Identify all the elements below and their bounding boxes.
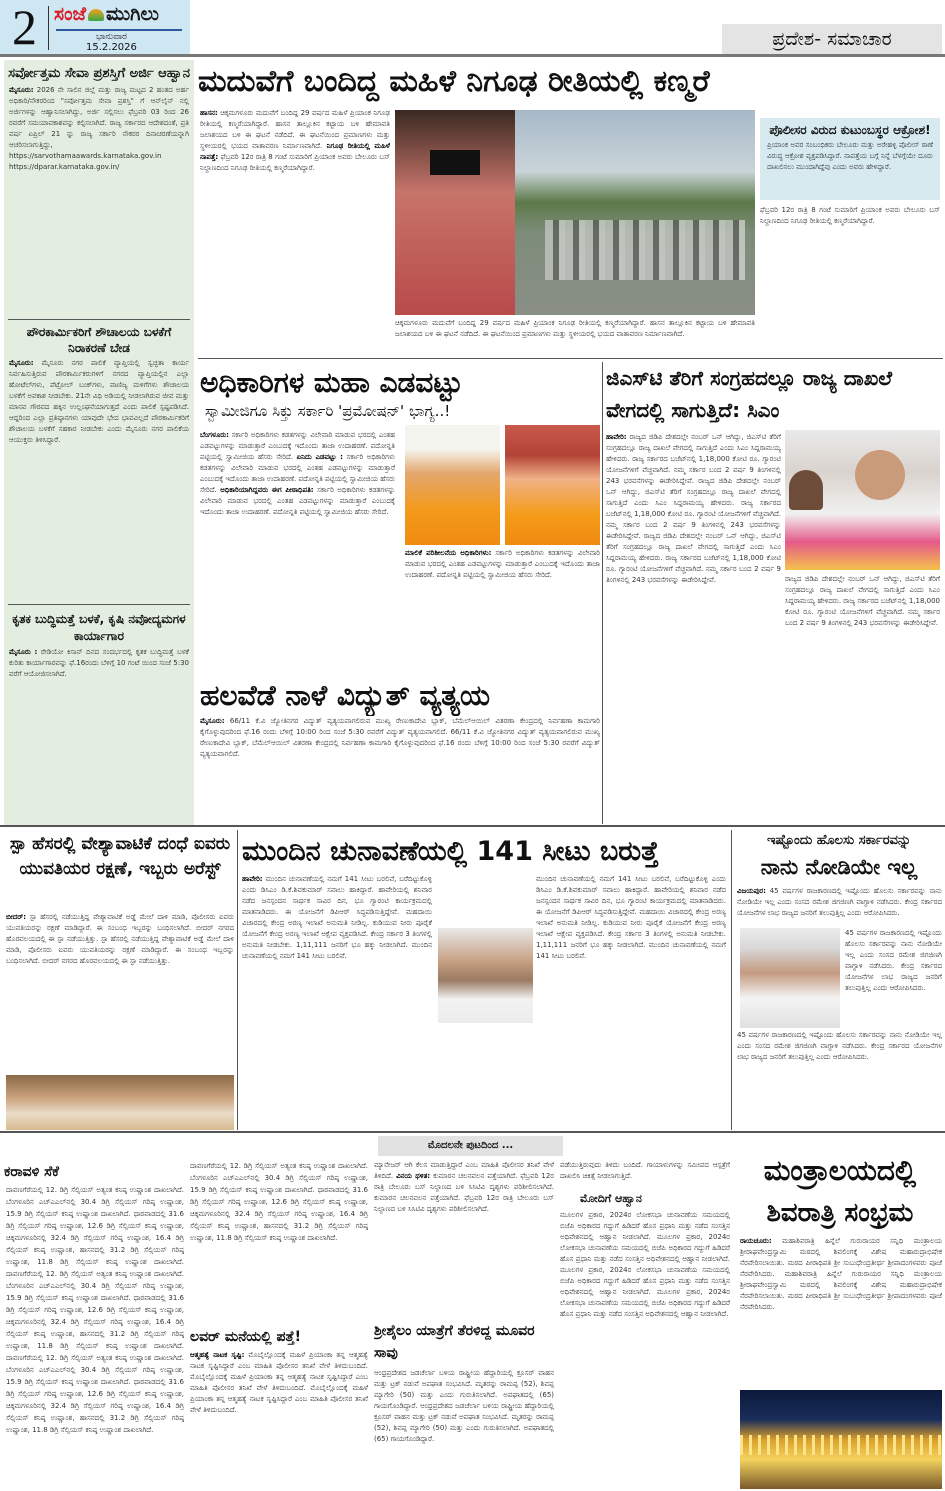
shivaratri-text2: ಮಹಾಶಿವರಾತ್ರಿ ಹಿನ್ನೆಲೆ ಗುರುರಾಯರ ಸನ್ನಿಧಿ ಮಂತ್ರಾಲಯ ಶ್ರೀರಾಘವೇಂದ್ರಸ್ವಾಮಿ ಮಠದಲ್ಲಿ ಶಿವಲಿಂಗಕ್ಕೆ ವಿಶೇಷ ಮಹಾರುದ್ರಾಭಿಷೇಕ ನೆರವೇರಿಸಲಾಯಿತು. ಮಠದ ಪೀಠಾಧಿಪತಿ ಶ್ರೀ ಸುಬುಧೇಂದ್ರತೀರ್ಥ ಶ್ರೀಪಾದಂಗಳವರು ಪೂಜೆ ನೆರವೇರಿಸಿದರು.	[740, 1270, 942, 1311]
swamiji-photo-2	[505, 425, 600, 545]
cm-face	[855, 450, 905, 500]
lover-text: ಮೊಬೈಲ್ಲೊಂದಕ್ಕೆ ಮಹಿಳೆ ಪ್ರಿಯಾಂಕಾ ತನ್ನ ಆತ್ಮಹತ್ಯೆ ನಾಟಕ ಸೃಷ್ಟಿಸಿದ್ದಾರೆ ಎಂಬ ಮಾಹಿತಿ ಪೊಲೀಸರ ತನಿಖೆ ವೇಳೆ ತಿಳಿದುಬಂದಿದೆ.	[190, 1351, 368, 1370]
srisailam-headline: ಶ್ರೀಶೈಲಂ ಯಾತ್ರೆಗೆ ತೆರಳಿದ್ದ ಮೂವರ ಸಾವು	[374, 1323, 535, 1361]
bride-continuation	[395, 318, 755, 356]
palm-sun-icon	[88, 9, 104, 21]
invite-body: ಪಡೆಯುತ್ತಿರುವುದು ತಿಳಿದು ಬಂದಿದೆ. ಗಾಯಾಳುಗಳನ್ನು ಸಮೀಪದ ಆಸ್ಪತ್ರೆಗೆ ದಾಖಲಿಸಿ ಚಿಕಿತ್ಸೆ ನೀಡಲಾಗುತ್ತಿದೆ.	[560, 1161, 730, 1180]
raid-text: ಸ್ಪಾ ಹೆಸರಲ್ಲಿ ನಡೆಯುತ್ತಿದ್ದ ವೇಶ್ಯಾವಾಟಿಕೆ ಅಡ್ಡೆ ಮೇಲೆ ದಾಳಿ ಮಾಡಿ, ಪೊಲೀಸರು ಐವರು ಯುವತಿಯರನ್ನು ರಕ್ಷಣೆ ಮಾಡಿದ್ದಾರೆ. ಈ ಸಂಬಂಧ ಇಬ್ಬರನ್ನು ಬಂಧಿಸಲಾಗಿದೆ. ಬೀದರ್ ನಗರದ ಹೊರವಲಯದಲ್ಲಿ ಈ ಸ್ಪಾ ನಡೆಯುತ್ತಿತ್ತು.	[6, 913, 234, 943]
award-body	[4, 85, 194, 317]
award-dateline: ಮೈಸೂರು:	[9, 86, 34, 94]
bride-text2: ಫೆಬ್ರವರಿ 12ರ ರಾತ್ರಿ 8 ಗಂಟೆ ಸುಮಾರಿಗೆ ಪ್ರಿಯಾಂಕ ಅವರು ಬೇಲೂರು ಬಸ್ ನಿಲ್ದಾಣದಿಂದ ನಿಗೂಢ ರೀತಿಯಲ್ಲಿ ಕಣ್ಮರೆಯಾಗಿದ್ದಾರೆ.	[200, 153, 390, 172]
invite-body2	[560, 1210, 730, 1489]
logo-part2: ಮುಗಿಲು	[106, 3, 159, 25]
srisailam-body	[374, 1368, 554, 1489]
power-dateline: ಮೈಸೂರು:	[200, 717, 225, 725]
never-seen-text: 45 ವರ್ಷಗಳ ರಾಜಕಾರಣದಲ್ಲಿ ಇಷ್ಟೊಂದು ಹೊಲಸು ಸರ್ಕಾರವನ್ನು ನಾನು ನೋಡಿಯೇ ಇಲ್ಲ ಎಂದು ಸಂಸದ ರಮೇಶ ಜಿಗಜಿಣಗಿ ವಾಗ್ದಾಳಿ ನಡೆಸಿದರು. ಕೇಂದ್ರ ಸರ್ಕಾರದ ಯೋಜನೆಗಳ ಲಾಭ ರಾಜ್ಯದ ಜನರಿಗೆ ತಲುಪುತ್ತಿಲ್ಲ ಎಂದು ಆರೋಪಿಸಿದರು.	[737, 887, 942, 917]
divider	[237, 830, 238, 1130]
never-seen-headline-2: ನಾನು ನೋಡಿಯೇ ಇಲ್ಲ	[760, 855, 918, 879]
masthead	[0, 0, 190, 54]
shivaratri-headline-1: ಮಂತ್ರಾಲಯದಲ್ಲಿ	[763, 1154, 917, 1187]
guard-figure	[789, 470, 823, 510]
power-text: 66/11 ಕೆ.ವಿ ಜ್ಯೋತಿನಗರ ವಿದ್ಯುತ್ ವ್ಯತ್ಯಯವಾಗಲಿರುವ ಮುಖ್ಯ ರೇಣುಕಾದೇವಿ ಬ್ಲಾಕ್, ಬೆಮೆಲ್‌ಆಯಿಲ್ ವಿತರಣಾ ಕೇಂದ್ರದಲ್ಲಿ ನಿರ್ವಹಣಾ ಕಾಮಗಾರಿ ಕೈಗೊಳ್ಳುವುದರಿಂದ ಫೆ.16 ರಂದು ಬೆಳಿಗ್ಗೆ 10:00 ರಿಂದ ಸಂಜೆ 5:30 ರವರೆಗೆ ವಿದ್ಯುತ್ ವ್ಯತ್ಯಯವಾಗಲಿದೆ.	[200, 717, 600, 736]
shivaratri-headline-2: ಶಿವರಾತ್ರಿ ಸಂಭ್ರಮ	[766, 1198, 914, 1228]
lover-subhead: ಆತ್ಮಹತ್ಯೆ ನಾಟಕ ಸೃಷ್ಟಿ:	[190, 1351, 245, 1359]
never-seen-headline-1: ಇಷ್ಟೊಂದು ಹೊಲಸು ಸರ್ಕಾರವನ್ನು	[766, 833, 912, 848]
jigajinagi-photo	[740, 928, 840, 1028]
gst-text2: ರಾಜ್ಯದ ಜಿಡಿಪಿ ದೇಶದಲ್ಲೇ ನಂಬರ್ ಒನ್ ಆಗಿದ್ದು, ಜಿಎಸ್‌ಟಿ ತೆರಿಗೆ ಸಂಗ್ರಹದಲ್ಲೂ ರಾಜ್ಯ ದಾಖಲೆ ವೇಗದಲ್ಲಿ ಸಾಗುತ್ತಿದೆ ಎಂದು ಸಿಎಂ ಸಿದ್ದರಾಮಯ್ಯ ಹೇಳಿದರು. ರಾಜ್ಯ ಸರ್ಕಾರದ ಬಜೆಟ್‌ನಲ್ಲಿ 1,18,000 ಕೋಟಿ ರೂ. ಗ್ಯಾರಂಟಿ ಯೋಜನೆಗಳಿಗೆ ವೆಚ್ಚವಾಗಿದೆ. ನಮ್ಮ ಸರ್ಕಾರ ಬಂದ 2 ವರ್ಷ 9 ತಿಂಗಳಿನಲ್ಲಿ 243 ಭರವಸೆಗಳನ್ನು ಈಡೇರಿಸಿದ್ದೇವೆ.	[606, 477, 781, 540]
bride-text: ಚಿಕ್ಕಮಗಳೂರು ಮದುವೆಗೆ ಬಂದಿದ್ದ 29 ವರ್ಷದ ಮಹಿಳೆ ಪ್ರಿಯಾಂಕ ನಿಗೂಢ ರೀತಿಯಲ್ಲಿ ಕಣ್ಮರೆಯಾಗಿದ್ದಾರೆ. ಹಾಸನ ತಾಲ್ಲೂಕಿನ ಕಟ್ಟಾಯ ಬಳಿ ಹೇಮಾವತಿ ಜಲಾಶಯದ ಬಳಿ ಈ ಘಟನೆ ನಡೆದಿದೆ. ಈ ಘಟನೆಯಿಂದ ಪ್ರಮಾಣಗಳು ಮತ್ತು ಸ್ಥಳೀಯರಲ್ಲಿ ಭಯದ ವಾತಾವರಣ ನಿರ್ಮಾಣವಾಗಿದೆ.	[200, 109, 390, 150]
agri-dateline: ಮೈಸೂರು :	[9, 648, 38, 656]
gst-text: ರಾಜ್ಯದ ಜಿಡಿಪಿ ದೇಶದಲ್ಲೇ ನಂಬರ್ ಒನ್ ಆಗಿದ್ದು, ಜಿಎಸ್‌ಟಿ ತೆರಿಗೆ ಸಂಗ್ರಹದಲ್ಲೂ ರಾಜ್ಯ ದಾಖಲೆ ವೇಗದಲ್ಲಿ ಸಾಗುತ್ತಿದೆ ಎಂದು ಸಿಎಂ ಸಿದ್ದರಾಮಯ್ಯ ಹೇಳಿದರು. ರಾಜ್ಯ ಸರ್ಕಾರದ ಬಜೆಟ್‌ನಲ್ಲಿ 1,18,000 ಕೋಟಿ ರೂ. ಗ್ಯಾರಂಟಿ ಯೋಜನೆಗಳಿಗೆ ವೆಚ್ಚವಾಗಿದೆ. ನಮ್ಮ ಸರ್ಕಾರ ಬಂದ 2 ವರ್ಷ 9 ತಿಂಗಳಿನಲ್ಲಿ 243 ಭರವಸೆಗಳನ್ನು ಈಡೇರಿಸಿದ್ದೇವೆ.	[606, 433, 781, 485]
coast-col2-text: ದಾವಣಗೆರೆಯಲ್ಲಿ 12. ಡಿಗ್ರಿ ಸೆಲ್ಸಿಯಸ್ ಅತ್ಯಂತ ಕನಿಷ್ಠ ಉಷ್ಣಾಂಶ ದಾಖಲಾಗಿದೆ. ಬೆಂಗಳೂರಿನ ಎಚ್‌ಎಎಲ್‌ನಲ್ಲಿ 30.4 ಡಿಗ್ರಿ ಸೆಲ್ಸಿಯಸ್ ಗರಿಷ್ಠ ಉಷ್ಣಾಂಶ, 15.9 ಡಿಗ್ರಿ ಸೆಲ್ಸಿಯಸ್ ಕನಿಷ್ಠ ಉಷ್ಣಾಂಶ ದಾಖಲಾಗಿದೆ. ಧಾರವಾಡದಲ್ಲಿ 31.6 ಡಿಗ್ರಿ ಸೆಲ್ಸಿಯಸ್ ಗರಿಷ್ಠ ಉಷ್ಣಾಂಶ, 12.6 ಡಿಗ್ರಿ ಸೆಲ್ಸಿಯಸ್ ಕನಿಷ್ಠ ಉಷ್ಣಾಂಶ, ಚಿಕ್ಕಮಗಳೂರಿನಲ್ಲಿ 32.4 ಡಿಗ್ರಿ ಸೆಲ್ಸಿಯಸ್ ಗರಿಷ್ಠ ಉಷ್ಣಾಂಶ, 16.4 ಡಿಗ್ರಿ ಸೆಲ್ಸಿಯಸ್ ಕನಿಷ್ಠ ಉಷ್ಣಾಂಶ, ಹಾಸನದಲ್ಲಿ 31.2 ಡಿಗ್ರಿ ಸೆಲ್ಸಿಯಸ್ ಗರಿಷ್ಠ ಉಷ್ಣಾಂಶ, 11.8 ಡಿಗ್ರಿ ಸೆಲ್ಸಿಯಸ್ ಕನಿಷ್ಠ ಉಷ್ಣಾಂಶ ದಾಖಲಾಗಿದೆ.	[190, 1162, 368, 1242]
officials-body	[200, 430, 395, 675]
raid-headline: ಸ್ಪಾ ಹೆಸರಲ್ಲಿ ವೇಶ್ಯಾವಾಟಿಕೆ ದಂಧೆ ಐವರು ಯುವತಿಯರ ರಕ್ಷಣೆ, ಇಬ್ಬರು ಅರೆಸ್ಟ್	[9, 834, 231, 879]
officials-text: ಸರ್ಕಾರಿ ಅಧಿಕಾರಿಗಳು ಕಡತಗಳನ್ನು ವಿಲೇವಾರಿ ಮಾಡುವ ಭರದಲ್ಲಿ ಎಂತಹ ಎಡವಟ್ಟುಗಳನ್ನು ಮಾಡುತ್ತಾರೆ ಎಂಬುದಕ್ಕೆ ಇದೊಂದು ತಾಜಾ ಉದಾಹರಣೆ. ಪದೋನ್ನತಿ ಪಟ್ಟಿಯಲ್ಲಿ ಸ್ವಾಮೀಜಿಯ ಹೆಸರು ಸೇರಿದೆ.	[200, 431, 395, 461]
election-dateline: ಹಾವೇರಿ:	[242, 875, 263, 883]
officials-col2	[405, 548, 600, 673]
invite-text4: ಮೂಲಗಳ ಪ್ರಕಾರ, 2024ರ ಲೋಕಸಭಾ ಚುನಾವಣೆಯ ಸಮಯದಲ್ಲಿ ಬಿಜೆಪಿ ಅಧಿಕಾರದ ಗದ್ದುಗೆ ಹಿಡಿದರೆ ಹೊಸ ಪ್ರಧಾನಿ ಮತ್ತು ನಡೆದ ಸಂಸತ್ತಿನ ಅಧಿವೇಶನದಲ್ಲಿ ಆಹ್ವಾನ ನೀಡಲಾಗಿದೆ.	[560, 1288, 730, 1318]
never-seen-more: 45 ವರ್ಷಗಳ ರಾಜಕಾರಣದಲ್ಲಿ ಇಷ್ಟೊಂದು ಹೊಲಸು ಸರ್ಕಾರವನ್ನು ನಾನು ನೋಡಿಯೇ ಇಲ್ಲ ಎಂದು ಸಂಸದ ರಮೇಶ ಜಿಗಜಿಣಗಿ ವಾಗ್ದಾಳಿ ನಡೆಸಿದರು. ಕೇಂದ್ರ ಸರ್ಕಾರದ ಯೋಜನೆಗಳ ಲಾಭ ರಾಜ್ಯದ ಜನರಿಗೆ ತಲುಪುತ್ತಿಲ್ಲ ಎಂದು ಆರೋಪಿಸಿದರು.	[737, 1031, 942, 1061]
dk-photo	[438, 928, 533, 1023]
award-text: 2026 ನೇ ಸಾಲಿನ ಜಿಲ್ಲೆ ಮತ್ತು ರಾಜ್ಯ ಮಟ್ಟದ 2 ಹಂತದ ಅರ್ಹ ಅಧಿಕಾರಿ/ನೌಕರರಿಂದ "ಸರ್ವೋತ್ತಮ ಸೇವಾ ಪ್ರಶಸ್ತಿ" ಗೆ ಆನ್‌ಲೈನ್ ನಲ್ಲಿ ಅರ್ಜಿಗಳನ್ನು ಆಹ್ವಾನಿಸಲಾಗಿದ್ದು, ಅರ್ಜಿ ಸಲ್ಲಿಸಲು ಫೆಬ್ರವರಿ 03 ರಿಂದ 26 ರವರೆಗೆ ಸಮಯಾವಕಾಶವನ್ನು ಕಲ್ಪಿಸಲಾಗಿದೆ. ರಾಜ್ಯ ಸರ್ಕಾರದ ಆದೇಶದಂತೆ, ಪ್ರತಿ ವರ್ಷ ಏಪ್ರಿಲ್ 21 ನ್ನು ರಾಜ್ಯ ಸರ್ಕಾರಿ ನೌಕರರ ದಿನಾಚರಣೆಯನ್ನಾಗಿ ಆಚರಿಸಲಾಗುತ್ತಿದ್ದು,	[9, 86, 189, 149]
shivaratri-text: ಮಹಾಶಿವರಾತ್ರಿ ಹಿನ್ನೆಲೆ ಗುರುರಾಯರ ಸನ್ನಿಧಿ ಮಂತ್ರಾಲಯ ಶ್ರೀರಾಘವೇಂದ್ರಸ್ವಾಮಿ ಮಠದಲ್ಲಿ ಶಿವಲಿಂಗಕ್ಕೆ ವಿಶೇಷ ಮಹಾರುದ್ರಾಭಿಷೇಕ ನೆರವೇರಿಸಲಾಯಿತು. ಮಠದ ಪೀಠಾಧಿಪತಿ ಶ್ರೀ ಸುಬುಧೇಂದ್ರತೀರ್ಥ ಶ್ರೀಪಾದಂಗಳವರು ಪೂಜೆ ನೆರವೇರಿಸಿದರು.	[740, 1237, 942, 1278]
gst-col2: ರಾಜ್ಯದ ಜಿಡಿಪಿ ದೇಶದಲ್ಲೇ ನಂಬರ್ ಒನ್ ಆಗಿದ್ದು, ಜಿಎಸ್‌ಟಿ ತೆರಿಗೆ ಸಂಗ್ರಹದಲ್ಲೂ ರಾಜ್ಯ ದಾಖಲೆ ವೇಗದಲ್ಲಿ ಸಾಗುತ್ತಿದೆ ಎಂದು ಸಿಎಂ ಸಿದ್ದರಾಮಯ್ಯ ಹೇಳಿದರು. ರಾಜ್ಯ ಸರ್ಕಾರದ ಬಜೆಟ್‌ನಲ್ಲಿ 1,18,000 ಕೋಟಿ ರೂ. ಗ್ಯಾರಂಟಿ ಯೋಜನೆಗಳಿಗೆ ವೆಚ್ಚವಾಗಿದೆ. ನಮ್ಮ ಸರ್ಕಾರ ಬಂದ 2 ವರ್ಷ 9 ತಿಂಗಳಿನಲ್ಲಿ 243 ಭರವಸೆಗಳನ್ನು ಈಡೇರಿಸಿದ್ದೇವೆ.	[785, 575, 940, 627]
bride-subhead: ನಿಗೂಢ ರೀತಿಯಲ್ಲಿ ಮಹಿಳೆ ನಾಪತ್ತೆ:	[200, 142, 390, 161]
bride-headline: ಮದುವೆಗೆ ಬಂದಿದ್ದ ಮಹಿಳೆ ನಿಗೂಢ ರೀತಿಯಲ್ಲಿ ಕಣ್ಮರೆ	[198, 64, 710, 99]
spa-photo	[6, 1075, 234, 1130]
officials-dateline: ಬೆಂಗಳೂರು:	[200, 431, 229, 439]
issue-day: ಭಾನುವಾರ	[96, 32, 127, 42]
award-headline: ಸರ್ವೋತ್ತಮ ಸೇವಾ ಪ್ರಶಸ್ತಿಗೆ ಅರ್ಜಿ ಆಹ್ವಾನ	[8, 66, 190, 81]
shivaratri-dateline: ರಾಯಚೂರು:	[740, 1237, 772, 1245]
page-number: 2	[12, 0, 37, 54]
invite-subhead: ಮೋದಿಗೆ ಆಹ್ವಾನ	[580, 1192, 642, 1205]
continued2-text2: ಕುಮಾರನ ಚಲನವಲನ ಪತ್ತೆಯಾಗಿದೆ. ಫೆಬ್ರವರಿ 12ರ ರಾತ್ರಿ ಬೇಲೂರು ಬಸ್ ನಿಲ್ದಾಣದ ಬಳಿ ಸಿಸಿಟಿವಿ ದೃಶ್ಯಗಳು ಪರಿಶೀಲಿಸಲಾಗಿದೆ.	[374, 1172, 554, 1191]
lover-body	[190, 1350, 368, 1489]
election-body	[242, 874, 432, 1129]
continued2-text: ಮ್ಯಾನೇಜರ್ ಆಗಿ ಕೆಲಸ ಮಾಡುತ್ತಿದ್ದಾರೆ ಎಂಬ ಮಾಹಿತಿ ಪೊಲೀಸರ ತನಿಖೆ ವೇಳೆ ತಿಳಿದಿದೆ.	[374, 1161, 554, 1180]
invite-text3: ಮೂಲಗಳ ಪ್ರಕಾರ, 2024ರ ಲೋಕಸಭಾ ಚುನಾವಣೆಯ ಸಮಯದಲ್ಲಿ ಬಿಜೆಪಿ ಅಧಿಕಾರದ ಗದ್ದುಗೆ ಹಿಡಿದರೆ ಹೊಸ ಪ್ರಧಾನಿ ಮತ್ತು ನಡೆದ ಸಂಸತ್ತಿನ ಅಧಿವೇಶನದಲ್ಲಿ ಆಹ್ವಾನ ನೀಡಲಾಗಿದೆ.	[560, 1266, 730, 1296]
agri-headline: ಕೃತಕ ಬುದ್ಧಿಮತ್ತೆ ಬಳಕೆ, ಕೃಷಿ ನವೋದ್ಯಮಗಳ ಕಾರ್ಯಾಗಾರ	[12, 612, 186, 643]
bride-photo	[395, 110, 755, 315]
invite-text2: ಮೂಲಗಳ ಪ್ರಕಾರ, 2024ರ ಲೋಕಸಭಾ ಚುನಾವಣೆಯ ಸಮಯದಲ್ಲಿ ಬಿಜೆಪಿ ಅಧಿಕಾರದ ಗದ್ದುಗೆ ಹಿಡಿದರೆ ಹೊಸ ಪ್ರಧಾನಿ ಮತ್ತು ನಡೆದ ಸಂಸತ್ತಿನ ಅಧಿವೇಶನದಲ್ಲಿ ಆಹ್ವಾನ ನೀಡಲಾಗಿದೆ.	[560, 1233, 730, 1263]
coast-headline: ಕರಾವಳಿ ಸೆಕೆ	[4, 1164, 59, 1180]
continued-banner: ಮೊದಲನೇ ಪುಟದಿಂದ ...	[378, 1136, 563, 1156]
left-sidebar	[4, 60, 194, 825]
officials-subhead1: ಏನಿದು ಎಡವಟ್ಟು :	[296, 453, 343, 461]
continued2-subhead: ವಿನಯ ಥಳಿತ:	[396, 1172, 431, 1180]
lover-text3: ಮೊಬೈಲ್ಲೊಂದಕ್ಕೆ ಮಹಿಳೆ ಪ್ರಿಯಾಂಕಾ ತನ್ನ ಆತ್ಮಹತ್ಯೆ ನಾಟಕ ಸೃಷ್ಟಿಸಿದ್ದಾರೆ ಎಂಬ ಮಾಹಿತಿ ಪೊಲೀಸರ ತನಿಖೆ ವೇಳೆ ತಿಳಿದುಬಂದಿದೆ.	[190, 1384, 368, 1414]
divider	[731, 830, 732, 1130]
agri-body	[4, 647, 194, 797]
raid-body	[6, 912, 234, 1072]
officials-col2-text: ಸರ್ಕಾರಿ ಅಧಿಕಾರಿಗಳು ಕಡತಗಳನ್ನು ವಿಲೇವಾರಿ ಮಾಡುವ ಭರದಲ್ಲಿ ಎಂತಹ ಎಡವಟ್ಟುಗಳನ್ನು ಮಾಡುತ್ತಾರೆ ಎಂಬುದಕ್ಕೆ ಇದೊಂದು ತಾಜಾ ಉದಾಹರಣೆ. ಪದೋನ್ನತಿ ಪಟ್ಟಿಯಲ್ಲಿ ಸ್ವಾಮೀಜಿಯ ಹೆಸರು ಸೇರಿದೆ.	[405, 549, 600, 579]
agri-text: ರೇಡಿಯೋ ಕಿಸಾನ್ ದಿನದ ಸಂದರ್ಭದಲ್ಲಿ ಕೃತಕ ಬುದ್ಧಿಮತ್ತೆ ಬಳಕೆ ಕುರಿತು ಕಾರ್ಯಾಗಾರವನ್ನು ಫೆ.16ರಂದು ಬೆಳಿಗ್ಗೆ 10 ಗಂಟೆ ಯಿಂದ ಸಂಜೆ 5:30 ವರೆಗೆ ಆಯೋಜಿಸಲಾಗಿದೆ.	[9, 648, 189, 678]
blur-bar	[430, 150, 480, 175]
newspaper-logo	[54, 3, 159, 25]
workers-body	[4, 358, 194, 600]
raid-text2: ಸ್ಪಾ ಹೆಸರಲ್ಲಿ ನಡೆಯುತ್ತಿದ್ದ ವೇಶ್ಯಾವಾಟಿಕೆ ಅಡ್ಡೆ ಮೇಲೆ ದಾಳಿ ಮಾಡಿ, ಪೊಲೀಸರು ಐವರು ಯುವತಿಯರನ್ನು ರಕ್ಷಣೆ ಮಾಡಿದ್ದಾರೆ. ಈ ಸಂಬಂಧ ಇಬ್ಬರನ್ನು ಬಂಧಿಸಲಾಗಿದೆ. ಬೀದರ್ ನಗರದ ಹೊರವಲಯದಲ್ಲಿ ಈ ಸ್ಪಾ ನಡೆಯುತ್ತಿತ್ತು.	[6, 935, 234, 965]
officials-subheadline: ಸ್ವಾಮೀಜಿಗೂ ಸಿಕ್ತು ಸರ್ಕಾರಿ 'ಪ್ರಮೋಷನ್' ಭಾಗ್ಯ..!	[205, 402, 451, 420]
officials-text2: ಸರ್ಕಾರಿ ಅಧಿಕಾರಿಗಳು ಕಡತಗಳನ್ನು ವಿಲೇವಾರಿ ಮಾಡುವ ಭರದಲ್ಲಿ ಎಂತಹ ಎಡವಟ್ಟುಗಳನ್ನು ಮಾಡುತ್ತಾರೆ ಎಂಬುದಕ್ಕೆ ಇದೊಂದು ತಾಜಾ ಉದಾಹರಣೆ. ಪದೋನ್ನತಿ ಪಟ್ಟಿಯಲ್ಲಿ ಸ್ವಾಮೀಜಿಯ ಹೆಸರು ಸೇರಿದೆ.	[200, 453, 395, 494]
power-headline: ಹಲವೆಡೆ ನಾಳೆ ವಿದ್ಯುತ್ ವ್ಯತ್ಯಯ	[200, 679, 490, 712]
temple-lights	[740, 1435, 942, 1455]
issue-date: 15.2.2026	[86, 42, 137, 53]
police-body: ಪ್ರಿಯಾಂಕ ಅವರ ಸಂಬಂಧಿಕರು ಬೇಲೂರು ಮತ್ತು ಅರೇಹಳ್ಳಿ ಪೊಲೀಸ್ ಠಾಣೆ ವಿರುದ್ಧ ಆಕ್ರೋಶ ವ್ಯಕ್ತಪಡಿಸಿದ್ದಾರೆ. ನಾಪತ್ತೆಯ ಬಗ್ಗೆ ನಿನ್ನೆ ಬೆಳಗ್ಗೆಯೇ ದೂರು ದಾಖಲಿಸಲು ಮುಂದಾಗಿದ್ದೆವು ಎಂದು ಅವರು ಹೇಳಿದ್ದಾರೆ.	[767, 141, 933, 171]
divider	[0, 1131, 945, 1133]
coast-col2	[190, 1160, 368, 1325]
coast-text: ದಾವಣಗೆರೆಯಲ್ಲಿ 12. ಡಿಗ್ರಿ ಸೆಲ್ಸಿಯಸ್ ಅತ್ಯಂತ ಕನಿಷ್ಠ ಉಷ್ಣಾಂಶ ದಾಖಲಾಗಿದೆ. ಬೆಂಗಳೂರಿನ ಎಚ್‌ಎಎಲ್‌ನಲ್ಲಿ 30.4 ಡಿಗ್ರಿ ಸೆಲ್ಸಿಯಸ್ ಗರಿಷ್ಠ ಉಷ್ಣಾಂಶ, 15.9 ಡಿಗ್ರಿ ಸೆಲ್ಸಿಯಸ್ ಕನಿಷ್ಠ ಉಷ್ಣಾಂಶ ದಾಖಲಾಗಿದೆ. ಧಾರವಾಡದಲ್ಲಿ 31.6 ಡಿಗ್ರಿ ಸೆಲ್ಸಿಯಸ್ ಗರಿಷ್ಠ ಉಷ್ಣಾಂಶ, 12.6 ಡಿಗ್ರಿ ಸೆಲ್ಸಿಯಸ್ ಕನಿಷ್ಠ ಉಷ್ಣಾಂಶ, ಚಿಕ್ಕಮಗಳೂರಿನಲ್ಲಿ 32.4 ಡಿಗ್ರಿ ಸೆಲ್ಸಿಯಸ್ ಗರಿಷ್ಠ ಉಷ್ಣಾಂಶ, 16.4 ಡಿಗ್ರಿ ಸೆಲ್ಸಿಯಸ್ ಕನಿಷ್ಠ ಉಷ್ಣಾಂಶ, ಹಾಸನದಲ್ಲಿ 31.2 ಡಿಗ್ರಿ ಸೆಲ್ಸಿಯಸ್ ಗರಿಷ್ಠ ಉಷ್ಣಾಂಶ, 11.8 ಡಿಗ್ರಿ ಸೆಲ್ಸಿಯಸ್ ಕನಿಷ್ಠ ಉಷ್ಣಾಂಶ ದಾಖಲಾಗಿದೆ.	[6, 1186, 184, 1266]
bride-cont-text: ಚಿಕ್ಕಮಗಳೂರು ಮದುವೆಗೆ ಬಂದಿದ್ದ 29 ವರ್ಷದ ಮಹಿಳೆ ಪ್ರಿಯಾಂಕ ನಿಗೂಢ ರೀತಿಯಲ್ಲಿ ಕಣ್ಮರೆಯಾಗಿದ್ದಾರೆ. ಹಾಸನ ತಾಲ್ಲೂಕಿನ ಕಟ್ಟಾಯ ಬಳಿ ಹೇಮಾವತಿ ಜಲಾಶಯದ ಬಳಿ ಈ ಘಟನೆ ನಡೆದಿದೆ. ಈ ಘಟನೆಯಿಂದ ಪ್ರಮಾಣಗಳು ಮತ್ತು ಸ್ಥಳೀಯರಲ್ಲಿ ಭಯದ ವಾತಾವರಣ ನಿರ್ಮಾಣವಾಗಿದೆ.	[395, 319, 755, 338]
police-headline: ಪೊಲೀಸರ ವಿರುದ ಕುಟುಂಬಸ್ಥರ ಆಕ್ರೋಶ!	[769, 123, 931, 137]
officials-subhead2: ಅಧಿಕಾರಿಯಾಗಿದ್ದವರು ಈಗ ಪೀಠಾಧಿಪತಿ:	[220, 486, 314, 494]
workers-dateline: ಮೈಸೂರು:	[9, 359, 34, 367]
srisailam-text2: ಆಂಧ್ರಪ್ರದೇಶದ ಜಡಚೆರ್ಲಾ ಬಳಿಯ ರಾಷ್ಟ್ರೀಯ ಹೆದ್ದಾರಿಯಲ್ಲಿ ಕ್ರೂಸರ್ ವಾಹನ ಮತ್ತು ಟ್ರಕ್ ನಡುವೆ ಅಪಘಾತ ಸಂಭವಿಸಿದೆ. ಮೃತರನ್ನು ರಾಮಪ್ಪ (52), ಶಿವಪ್ಪ ಮ್ಯಾಗೇರಿ (50) ಮತ್ತು ಎಂದು ಗುರುತಿಸಲಾಗಿದೆ. ಅಪಘಾತದಲ್ಲಿ (65) ಗಾಯಗೊಂಡಿದ್ದಾರೆ.	[374, 1402, 554, 1443]
bride-body	[200, 108, 390, 356]
woman-portrait	[395, 110, 515, 315]
divider	[198, 358, 943, 359]
raid-dateline: ಬೀದರ್:	[6, 913, 27, 921]
never-seen-body	[737, 886, 942, 926]
swamiji-photos	[405, 425, 600, 545]
election-col2: ಮುಂದಿನ ಚುನಾವಣೆಯಲ್ಲಿ ನಮಗೆ 141 ಸೀಟು ಬರಲಿವೆ, ಬರೆದಿಟ್ಟುಕೊಳ್ಳಿ ಎಂದು ಡಿಸಿಎಂ ಡಿ.ಕೆ.ಶಿವಕುಮಾರ್ ಸವಾಲು ಹಾಕಿದ್ದಾರೆ. ಹಾವೇರಿಯಲ್ಲಿ ಶನಿವಾರ ನಡೆದ ಜನಸ್ಪಂದನ ಸಾರ್ಥಕ ಸಾವಿರ ದಿನ, ಭೂ ಗ್ಯಾರಂಟಿ ಕಾರ್ಯಕ್ರಮದಲ್ಲಿ ಮಾತನಾಡಿದರು. ಈ ಯೋಜನೆಗೆ ಡಿಪಿಆರ್ ಸಿದ್ಧಪಡಿಸುತ್ತಿದ್ದೇವೆ. ಮಹದಾಯಿ ವಿಚಾರದಲ್ಲಿ ಕೇಂದ್ರ ಅರಣ್ಯ ಇಲಾಖೆ ಅನುಮತಿ ನೀಡಿಲ್ಲ. ಕುಡಿಯುವ ನೀರು ಪೂರೈಕೆ ಯೋಜನೆಗೆ ಕೇಂದ್ರ ಅರಣ್ಯ ಇಲಾಖೆ ಆಕ್ಷೇಪ ವ್ಯಕ್ತಪಡಿಸಿದೆ. ಕೇಂದ್ರ ಸರ್ಕಾರ 3 ತಿಂಗಳಲ್ಲಿ ಅನುಮತಿ ನೀಡಬೇಕು. 1,11,111 ಜನರಿಗೆ ಭೂ ಹಕ್ಕು ನೀಡಲಾಗಿದೆ. ಮುಂದಿನ ಚುನಾವಣೆಯಲ್ಲಿ ನಮಗೆ 141 ಸೀಟು ಬರಲಿವೆ.	[536, 875, 726, 960]
srisailam-text: ಆಂಧ್ರಪ್ರದೇಶದ ಜಡಚೆರ್ಲಾ ಬಳಿಯ ರಾಷ್ಟ್ರೀಯ ಹೆದ್ದಾರಿಯಲ್ಲಿ ಕ್ರೂಸರ್ ವಾಹನ ಮತ್ತು ಟ್ರಕ್ ನಡುವೆ ಅಪಘಾತ ಸಂಭವಿಸಿದೆ. ಮೃತರನ್ನು ರಾಮಪ್ಪ (52), ಶಿವಪ್ಪ ಮ್ಯಾಗೇರಿ (50) ಮತ್ತು ಎಂದು ಗುರುತಿಸಲಾಗಿದೆ. ಅಪಘಾತದಲ್ಲಿ (65) ಗಾಯಗೊಂಡಿದ್ದಾರೆ.	[374, 1369, 554, 1410]
officials-text3: ಸರ್ಕಾರಿ ಅಧಿಕಾರಿಗಳು ಕಡತಗಳನ್ನು ವಿಲೇವಾರಿ ಮಾಡುವ ಭರದಲ್ಲಿ ಎಂತಹ ಎಡವಟ್ಟುಗಳನ್ನು ಮಾಡುತ್ತಾರೆ ಎಂಬುದಕ್ಕೆ ಇದೊಂದು ತಾಜಾ ಉದಾಹರಣೆ. ಪದೋನ್ನತಿ ಪಟ್ಟಿಯಲ್ಲಿ ಸ್ವಾಮೀಜಿಯ ಹೆಸರು ಸೇರಿದೆ.	[200, 486, 395, 516]
police-continuation: ಫೆಬ್ರವರಿ 12ರ ರಾತ್ರಿ 8 ಗಂಟೆ ಸುಮಾರಿಗೆ ಪ್ರಿಯಾಂಕ ಅವರು ಬೇಲೂರು ಬಸ್ ನಿಲ್ದಾಣದಿಂದ ನಿಗೂಢ ರೀತಿಯಲ್ಲಿ ಕಣ್ಮರೆಯಾಗಿದ್ದಾರೆ.	[760, 206, 940, 225]
lover-headline: ಲವರ್ ಮನೆಯಲ್ಲಿ ಪತ್ತೆ!	[190, 1329, 302, 1345]
continued2-body	[374, 1160, 554, 1320]
award-link2[interactable]: https://dparar.karnataka.gov.in/	[9, 163, 120, 171]
invite-text: ಮೂಲಗಳ ಪ್ರಕಾರ, 2024ರ ಲೋಕಸಭಾ ಚುನಾವಣೆಯ ಸಮಯದಲ್ಲಿ ಬಿಜೆಪಿ ಅಧಿಕಾರದ ಗದ್ದುಗೆ ಹಿಡಿದರೆ ಹೊಸ ಪ್ರಧಾನಿ ಮತ್ತು ನಡೆದ ಸಂಸತ್ತಿನ ಅಧಿವೇಶನದಲ್ಲಿ ಆಹ್ವಾನ ನೀಡಲಾಗಿದೆ.	[560, 1211, 730, 1241]
masthead-divider	[48, 6, 49, 50]
power-body	[200, 716, 600, 824]
top-rule	[0, 54, 945, 57]
swamiji-photo-1	[405, 425, 500, 545]
power-text2: 66/11 ಕೆ.ವಿ ಜ್ಯೋತಿನಗರ ವಿದ್ಯುತ್ ವ್ಯತ್ಯಯವಾಗಲಿರುವ ಮುಖ್ಯ ರೇಣುಕಾದೇವಿ ಬ್ಲಾಕ್, ಬೆಮೆಲ್‌ಆಯಿಲ್ ವಿತರಣಾ ಕೇಂದ್ರದಲ್ಲಿ ನಿರ್ವಹಣಾ ಕಾಮಗಾರಿ ಕೈಗೊಳ್ಳುವುದರಿಂದ ಫೆ.16 ರಂದು ಬೆಳಿಗ್ಗೆ 10:00 ರಿಂದ ಸಂಜೆ 5:30 ರವರೆಗೆ ವಿದ್ಯುತ್ ವ್ಯತ್ಯಯವಾಗಲಿದೆ.	[200, 728, 600, 758]
continued2-text3: ಕುಮಾರನ ಚಲನವಲನ ಪತ್ತೆಯಾಗಿದೆ. ಫೆಬ್ರವರಿ 12ರ ರಾತ್ರಿ ಬೇಲೂರು ಬಸ್ ನಿಲ್ದಾಣದ ಬಳಿ ಸಿಸಿಟಿವಿ ದೃಶ್ಯಗಳು ಪರಿಶೀಲಿಸಲಾಗಿದೆ.	[374, 1194, 554, 1213]
officials-headline: ಅಧಿಕಾರಿಗಳ ಮಹಾ ಎಡವಟ್ಟು	[200, 366, 463, 399]
election-headline: ಮುಂದಿನ ಚುನಾವಣೆಯಲ್ಲಿ 141 ಸೀಟು ಬರುತ್ತೆ	[242, 836, 659, 867]
gst-headline: ಜಿಎಸ್‌ಟಿ ತೆರಿಗೆ ಸಂಗ್ರಹದಲ್ಲೂ ರಾಜ್ಯ ದಾಖಲೆ ವೇಗದಲ್ಲಿ ಸಾಗುತ್ತಿದೆ: ಸಿಎಂ	[606, 366, 893, 422]
crowd	[545, 220, 745, 280]
temple-photo	[740, 1390, 942, 1489]
divider	[8, 319, 190, 320]
logo-underline	[56, 29, 182, 31]
section-label: ಪ್ರದೇಶ- ಸಮಾಚಾರ	[722, 24, 942, 54]
coast-text2: ದಾವಣಗೆರೆಯಲ್ಲಿ 12. ಡಿಗ್ರಿ ಸೆಲ್ಸಿಯಸ್ ಅತ್ಯಂತ ಕನಿಷ್ಠ ಉಷ್ಣಾಂಶ ದಾಖಲಾಗಿದೆ. ಬೆಂಗಳೂರಿನ ಎಚ್‌ಎಎಲ್‌ನಲ್ಲಿ 30.4 ಡಿಗ್ರಿ ಸೆಲ್ಸಿಯಸ್ ಗರಿಷ್ಠ ಉಷ್ಣಾಂಶ, 15.9 ಡಿಗ್ರಿ ಸೆಲ್ಸಿಯಸ್ ಕನಿಷ್ಠ ಉಷ್ಣಾಂಶ ದಾಖಲಾಗಿದೆ. ಧಾರವಾಡದಲ್ಲಿ 31.6 ಡಿಗ್ರಿ ಸೆಲ್ಸಿಯಸ್ ಗರಿಷ್ಠ ಉಷ್ಣಾಂಶ, 12.6 ಡಿಗ್ರಿ ಸೆಲ್ಸಿಯಸ್ ಕನಿಷ್ಠ ಉಷ್ಣಾಂಶ, ಚಿಕ್ಕಮಗಳೂರಿನಲ್ಲಿ 32.4 ಡಿಗ್ರಿ ಸೆಲ್ಸಿಯಸ್ ಗರಿಷ್ಠ ಉಷ್ಣಾಂಶ, 16.4 ಡಿಗ್ರಿ ಸೆಲ್ಸಿಯಸ್ ಕನಿಷ್ಠ ಉಷ್ಣಾಂಶ, ಹಾಸನದಲ್ಲಿ 31.2 ಡಿಗ್ರಿ ಸೆಲ್ಸಿಯಸ್ ಗರಿಷ್ಠ ಉಷ್ಣಾಂಶ, 11.8 ಡಿಗ್ರಿ ಸೆಲ್ಸಿಯಸ್ ಕನಿಷ್ಠ ಉಷ್ಣಾಂಶ ದಾಖಲಾಗಿದೆ.	[6, 1270, 184, 1350]
divider	[602, 362, 603, 824]
gst-dateline: ಹಾವೇರಿ:	[606, 433, 627, 441]
officials-subhead3: ಮಾಲಿಕೆ ಪರಿಶೀಲನೆಯ ಅಧಿಕಾರಿಗಳು:	[405, 549, 492, 557]
election-text: ಮುಂದಿನ ಚುನಾವಣೆಯಲ್ಲಿ ನಮಗೆ 141 ಸೀಟು ಬರಲಿವೆ, ಬರೆದಿಟ್ಟುಕೊಳ್ಳಿ ಎಂದು ಡಿಸಿಎಂ ಡಿ.ಕೆ.ಶಿವಕುಮಾರ್ ಸವಾಲು ಹಾಕಿದ್ದಾರೆ. ಹಾವೇರಿಯಲ್ಲಿ ಶನಿವಾರ ನಡೆದ ಜನಸ್ಪಂದನ ಸಾರ್ಥಕ ಸಾವಿರ ದಿನ, ಭೂ ಗ್ಯಾರಂಟಿ ಕಾರ್ಯಕ್ರಮದಲ್ಲಿ ಮಾತನಾಡಿದರು. ಈ ಯೋಜನೆಗೆ ಡಿಪಿಆರ್ ಸಿದ್ಧಪಡಿಸುತ್ತಿದ್ದೇವೆ. ಮಹದಾಯಿ ವಿಚಾರದಲ್ಲಿ ಕೇಂದ್ರ ಅರಣ್ಯ ಇಲಾಖೆ ಅನುಮತಿ ನೀಡಿಲ್ಲ. ಕುಡಿಯುವ ನೀರು ಪೂರೈಕೆ ಯೋಜನೆಗೆ ಕೇಂದ್ರ ಅರಣ್ಯ ಇಲಾಖೆ ಆಕ್ಷೇಪ ವ್ಯಕ್ತಪಡಿಸಿದೆ. ಕೇಂದ್ರ ಸರ್ಕಾರ 3 ತಿಂಗಳಲ್ಲಿ ಅನುಮತಿ ನೀಡಬೇಕು. 1,11,111 ಜನರಿಗೆ ಭೂ ಹಕ್ಕು ನೀಡಲಾಗಿದೆ. ಮುಂದಿನ ಚುನಾವಣೆಯಲ್ಲಿ ನಮಗೆ 141 ಸೀಟು ಬರಲಿವೆ.	[242, 875, 432, 960]
police-box	[760, 118, 940, 200]
never-seen-dateline: ವಿಜಯಪುರ:	[737, 887, 766, 895]
never-seen-col: 45 ವರ್ಷಗಳ ರಾಜಕಾರಣದಲ್ಲಿ ಇಷ್ಟೊಂದು ಹೊಲಸು ಸರ್ಕಾರವನ್ನು ನಾನು ನೋಡಿಯೇ ಇಲ್ಲ ಎಂದು ಸಂಸದ ರಮೇಶ ಜಿಗಜಿಣಗಿ ವಾಗ್ದಾಳಿ ನಡೆಸಿದರು. ಕೇಂದ್ರ ಸರ್ಕಾರದ ಯೋಜನೆಗಳ ಲಾಭ ರಾಜ್ಯದ ಜನರಿಗೆ ತಲುಪುತ್ತಿಲ್ಲ ಎಂದು ಆರೋಪಿಸಿದರು.	[845, 929, 942, 992]
divider	[0, 825, 945, 827]
shivaratri-body	[740, 1236, 942, 1386]
coast-text3: ದಾವಣಗೆರೆಯಲ್ಲಿ 12. ಡಿಗ್ರಿ ಸೆಲ್ಸಿಯಸ್ ಅತ್ಯಂತ ಕನಿಷ್ಠ ಉಷ್ಣಾಂಶ ದಾಖಲಾಗಿದೆ. ಬೆಂಗಳೂರಿನ ಎಚ್‌ಎಎಲ್‌ನಲ್ಲಿ 30.4 ಡಿಗ್ರಿ ಸೆಲ್ಸಿಯಸ್ ಗರಿಷ್ಠ ಉಷ್ಣಾಂಶ, 15.9 ಡಿಗ್ರಿ ಸೆಲ್ಸಿಯಸ್ ಕನಿಷ್ಠ ಉಷ್ಣಾಂಶ ದಾಖಲಾಗಿದೆ. ಧಾರವಾಡದಲ್ಲಿ 31.6 ಡಿಗ್ರಿ ಸೆಲ್ಸಿಯಸ್ ಗರಿಷ್ಠ ಉಷ್ಣಾಂಶ, 12.6 ಡಿಗ್ರಿ ಸೆಲ್ಸಿಯಸ್ ಕನಿಷ್ಠ ಉಷ್ಣಾಂಶ, ಚಿಕ್ಕಮಗಳೂರಿನಲ್ಲಿ 32.4 ಡಿಗ್ರಿ ಸೆಲ್ಸಿಯಸ್ ಗರಿಷ್ಠ ಉಷ್ಣಾಂಶ, 16.4 ಡಿಗ್ರಿ ಸೆಲ್ಸಿಯಸ್ ಕನಿಷ್ಠ ಉಷ್ಣಾಂಶ, ಹಾಸನದಲ್ಲಿ 31.2 ಡಿಗ್ರಿ ಸೆಲ್ಸಿಯಸ್ ಗರಿಷ್ಠ ಉಷ್ಣಾಂಶ, 11.8 ಡಿಗ್ರಿ ಸೆಲ್ಸಿಯಸ್ ಕನಿಷ್ಠ ಉಷ್ಣಾಂಶ ದಾಖಲಾಗಿದೆ.	[6, 1354, 184, 1434]
cm-photo	[785, 430, 940, 570]
gst-body	[606, 432, 781, 824]
logo-part1: ಸಂಜೆ	[54, 3, 87, 25]
gst-text3: ರಾಜ್ಯದ ಜಿಡಿಪಿ ದೇಶದಲ್ಲೇ ನಂಬರ್ ಒನ್ ಆಗಿದ್ದು, ಜಿಎಸ್‌ಟಿ ತೆರಿಗೆ ಸಂಗ್ರಹದಲ್ಲೂ ರಾಜ್ಯ ದಾಖಲೆ ವೇಗದಲ್ಲಿ ಸಾಗುತ್ತಿದೆ ಎಂದು ಸಿಎಂ ಸಿದ್ದರಾಮಯ್ಯ ಹೇಳಿದರು. ರಾಜ್ಯ ಸರ್ಕಾರದ ಬಜೆಟ್‌ನಲ್ಲಿ 1,18,000 ಕೋಟಿ ರೂ. ಗ್ಯಾರಂಟಿ ಯೋಜನೆಗಳಿಗೆ ವೆಚ್ಚವಾಗಿದೆ. ನಮ್ಮ ಸರ್ಕಾರ ಬಂದ 2 ವರ್ಷ 9 ತಿಂಗಳಿನಲ್ಲಿ 243 ಭರವಸೆಗಳನ್ನು ಈಡೇರಿಸಿದ್ದೇವೆ.	[606, 532, 781, 584]
workers-headline: ಪೌರಕಾರ್ಮಿಕರಿಗೆ ಶೌಚಾಲಯ ಬಳಕೆಗೆ ನಿರಾಕರಣೆ ಬೇಡ	[26, 325, 172, 355]
bride-dateline: ಹಾಸನ:	[200, 109, 218, 117]
divider	[8, 604, 190, 605]
lover-text2: ಮೊಬೈಲ್ಲೊಂದಕ್ಕೆ ಮಹಿಳೆ ಪ್ರಿಯಾಂಕಾ ತನ್ನ ಆತ್ಮಹತ್ಯೆ ನಾಟಕ ಸೃಷ್ಟಿಸಿದ್ದಾರೆ ಎಂಬ ಮಾಹಿತಿ ಪೊಲೀಸರ ತನಿಖೆ ವೇಳೆ ತಿಳಿದುಬಂದಿದೆ.	[190, 1373, 368, 1392]
award-link1[interactable]: https://sarvothamaawards.karnataka.gov.in	[9, 152, 162, 160]
coast-body	[6, 1184, 184, 1489]
workers-text: ಮೈಸೂರು ನಗರ ಪಾಲಿಕೆ ವ್ಯಾಪ್ತಿಯಲ್ಲಿ ಸ್ವಚ್ಛತಾ ಕಾರ್ಯ ನಿರ್ವಹಿಸುತ್ತಿರುವ ಪೌರಕಾರ್ಮಿಕರುಗಳಿಗೆ ನಗರದ ವ್ಯಾಪ್ತಿಯಲ್ಲಿನ ಎಲ್ಲಾ ಹೋಟೆಲ್‌ಗಳು, ಪೆಟ್ರೋಲ್ ಬಂಕ್‌ಗಳು, ವಾಣಿಜ್ಯ ಮಳಿಗೆಗಳು ಶೌಚಾಲಯ ಬಳಕೆಗೆ ಅವಕಾಶ ನೀಡಬೇಕು. 21ನೇ ವಿಧಿ ಅಡಿಯಲ್ಲಿ ನೀಡಲಾಗಿರುವ ಜೀವ ಮತ್ತು ಮಾನವ ಗೌರವದ ಹಕ್ಕಿನ ಉಲ್ಲಂಘನೆಯಾಗುತ್ತದೆ ಎಂದು ಪಾಲಿಕೆ ಸ್ಪಷ್ಟಪಡಿಸಿದೆ. ಆದ್ದರಿಂದ ಎಲ್ಲಾ ಪ್ರತಿಷ್ಠಾನಗಳು ಯಾವುದೇ ಭೇದ ಭಾವವಿಲ್ಲದೆ ಪೌರಕಾರ್ಮಿಕರಿಗೆ ಶೌಚಾಲಯ ಬಳಕೆಗೆ ಸಹಕಾರ ನೀಡಬೇಕು ಎಂದು ಮೈಸೂರು ನಗರ ಪಾಲಿಕೆಯ ಆಯುಕ್ತರು ತಿಳಿಸಿದ್ದಾರೆ.	[9, 359, 189, 444]
